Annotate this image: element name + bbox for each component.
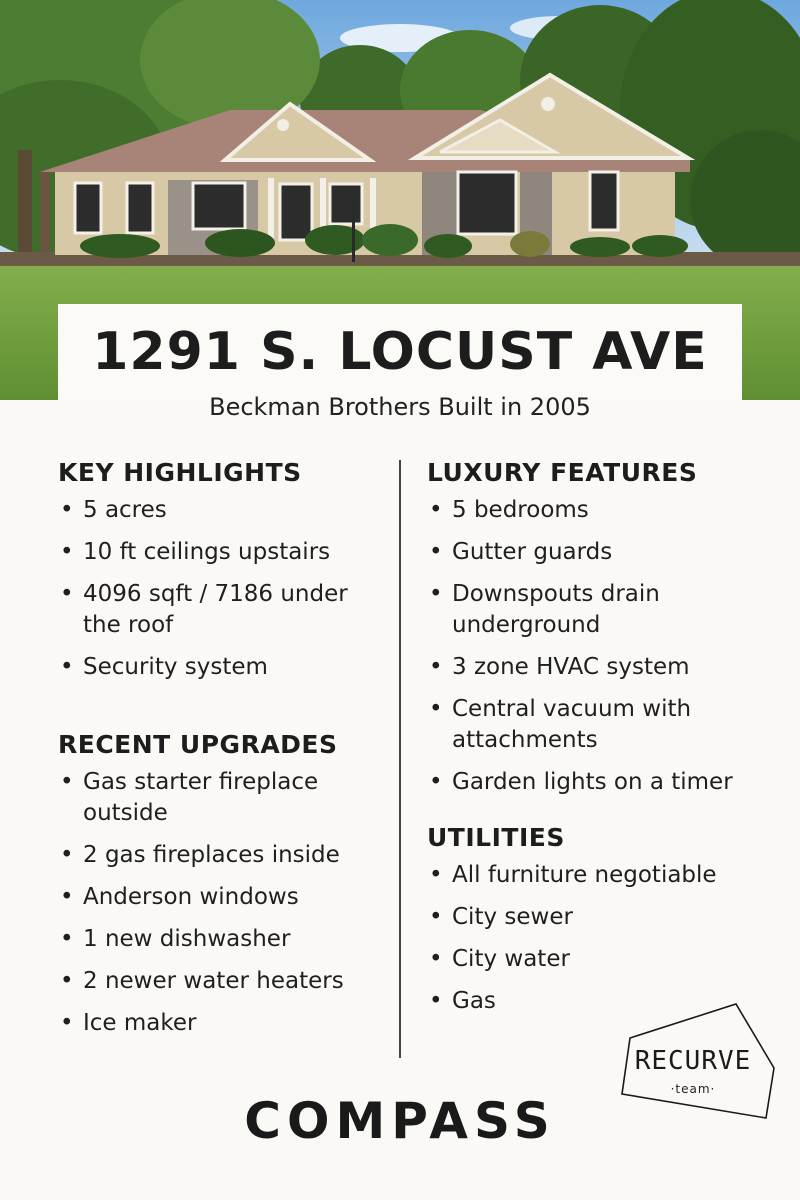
- list-item: • Security system: [58, 652, 388, 683]
- list-item: • City water: [427, 944, 782, 975]
- list-item: • 2 newer water heaters: [58, 966, 388, 997]
- list-item: • All furniture negotiable: [427, 860, 782, 891]
- list-item: • Gas: [427, 986, 782, 1017]
- list-item: • 2 gas fireplaces inside: [58, 840, 388, 871]
- recurve-team-sub: ·team·: [670, 1082, 716, 1096]
- list-item: • 5 acres: [58, 495, 388, 526]
- address-banner: [58, 304, 742, 400]
- list-item: • Gas starter fireplace outside: [58, 767, 388, 829]
- luxury-features-list: [427, 495, 782, 798]
- left-column: [58, 458, 388, 1050]
- list-item: • Anderson windows: [58, 882, 388, 913]
- list-item: • Ice maker: [58, 1008, 388, 1039]
- compass-logo: COMPASS: [244, 1092, 556, 1150]
- list-item: • Downspouts drain underground: [427, 579, 782, 641]
- list-item: • Central vacuum with attachments: [427, 694, 782, 756]
- list-item: • 5 bedrooms: [427, 495, 782, 526]
- list-item: • 4096 sqft / 7186 under the roof: [58, 579, 388, 641]
- recent-upgrades-title: RECENT UPGRADES: [58, 730, 338, 759]
- list-item: • Gutter guards: [427, 537, 782, 568]
- utilities-title: UTILITIES: [427, 823, 565, 852]
- list-item: • 3 zone HVAC system: [427, 652, 782, 683]
- recent-upgrades-list: [58, 767, 388, 1039]
- key-highlights-title: KEY HIGHLIGHTS: [58, 458, 302, 487]
- column-divider: [399, 460, 401, 1058]
- address-title: 1291 S. LOCUST AVE: [92, 322, 708, 382]
- list-item: • 1 new dishwasher: [58, 924, 388, 955]
- list-item: • Garden lights on a timer: [427, 767, 782, 798]
- recurve-team-name: RECURVE: [634, 1046, 752, 1076]
- builder-subtitle: Beckman Brothers Built in 2005: [209, 393, 591, 421]
- list-item: • City sewer: [427, 902, 782, 933]
- list-item: • 10 ft ceilings upstairs: [58, 537, 388, 568]
- luxury-features-title: LUXURY FEATURES: [427, 458, 698, 487]
- right-column: [427, 458, 782, 1028]
- key-highlights-list: [58, 495, 388, 683]
- utilities-list: [427, 860, 782, 1017]
